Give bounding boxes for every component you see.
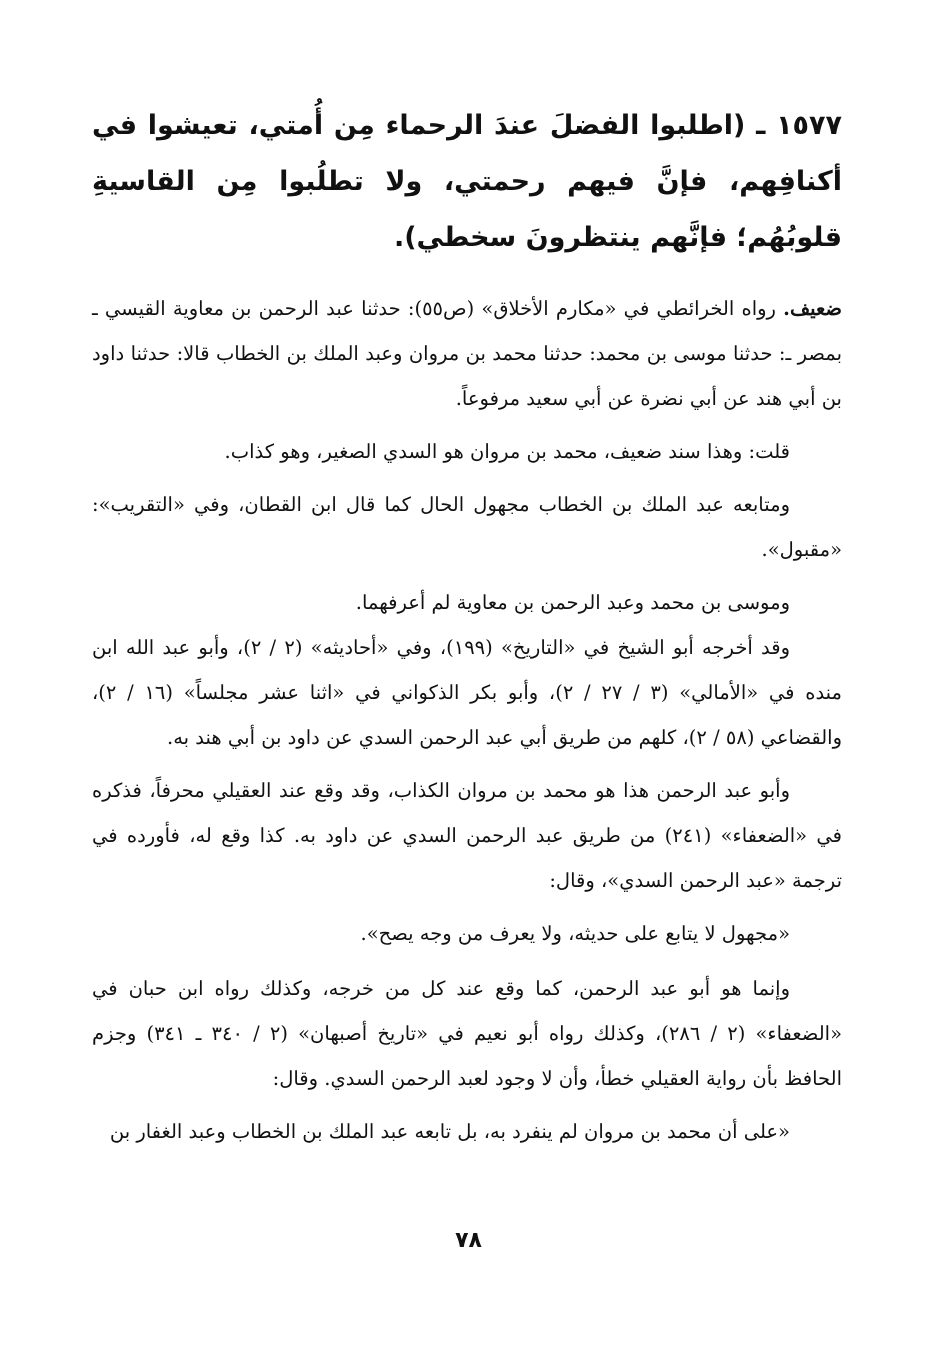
grading-label: ضعيف. [783,297,842,320]
commentary-paragraph-1: قلت: وهذا سند ضعيف، محمد بن مروان هو السدي الصغير، وهو كذاب. [224,440,790,463]
page-body [92,98,842,1162]
commentary-paragraph-5: وأبو عبد الرحمن هذا هو محمد بن مروان الكذاب، وقد وقع عند العقيلي محرفاً، فذكره في «الضعفاء» (٢٤١) من طريق عبد الرحمن السدي عن داود به. كذا وقع له، فأورده في ترجمة «عبد الرحمن السدي»، وقال: [92,779,842,892]
quote-paragraph-1: «مجهول لا يتابع على حديثه، ولا يعرف من وجه يصح». [360,922,790,945]
commentary-paragraph-4: وقد أخرجه أبو الشيخ في «التاريخ» (١٩٩)، وفي «أحاديثه» (٢ / ٢)، وأبو عبد الله ابن منده في «الأمالي» (٣ / ٢٧ / ٢)، وأبو بكر الذكواني في «اثنا عشر مجلساً» (١٦ / ٢)، والقضاعي (٥٨ / ٢)، كلهم من طريق أبي عبد الرحمن السدي عن داود بن أبي هند به. [92,636,843,749]
hadith-text: ١٥٧٧ ـ (اطلبوا الفضلَ عندَ الرحماء مِن أُمتي، تعيشوا في أكنافِهم، فإنَّ فيهم رحمتي، ولا تطلُبوا مِن القاسيةِ قلوبُهُم؛ فإنَّهم ينتظرونَ سخطي). [92,110,842,253]
grading-text: رواه الخرائطي في «مكارم الأخلاق» (ص٥٥): حدثنا عبد الرحمن بن معاوية القيسي ـ بمصر ـ: حدثنا موسى بن محمد: حدثنا محمد بن مروان وعبد الملك بن الخطاب قالا: حدثنا داود بن أبي هند عن أبي نضرة عن أبي سعيد مرفوعاً. [92,297,842,410]
commentary-paragraph-3: وموسى بن محمد وعبد الرحمن بن معاوية لم أعرفهما. [355,591,790,614]
grading-paragraph [92,286,842,421]
commentary-paragraph-2: ومتابعه عبد الملك بن الخطاب مجهول الحال كما قال ابن القطان، وفي «التقريب»: «مقبول». [92,493,842,561]
page-number: ٧٨ [455,1228,482,1253]
quote-paragraph-2: «على أن محمد بن مروان لم ينفرد به، بل تابعه عبد الملك بن الخطاب وعبد الغفار بن [109,1120,790,1143]
commentary-paragraph-6: وإنما هو أبو عبد الرحمن، كما وقع عند كل من خرجه، وكذلك رواه ابن حبان في «الضعفاء» (٢ / ٢٨٦)، وكذلك رواه أبو نعيم في «تاريخ أصبهان» (٢ / ٣٤٠ ـ ٣٤١) وجزم الحافظ بأن رواية العقيلي خطأ، وأن لا وجود لعبد الرحمن السدي. وقال: [92,977,842,1090]
